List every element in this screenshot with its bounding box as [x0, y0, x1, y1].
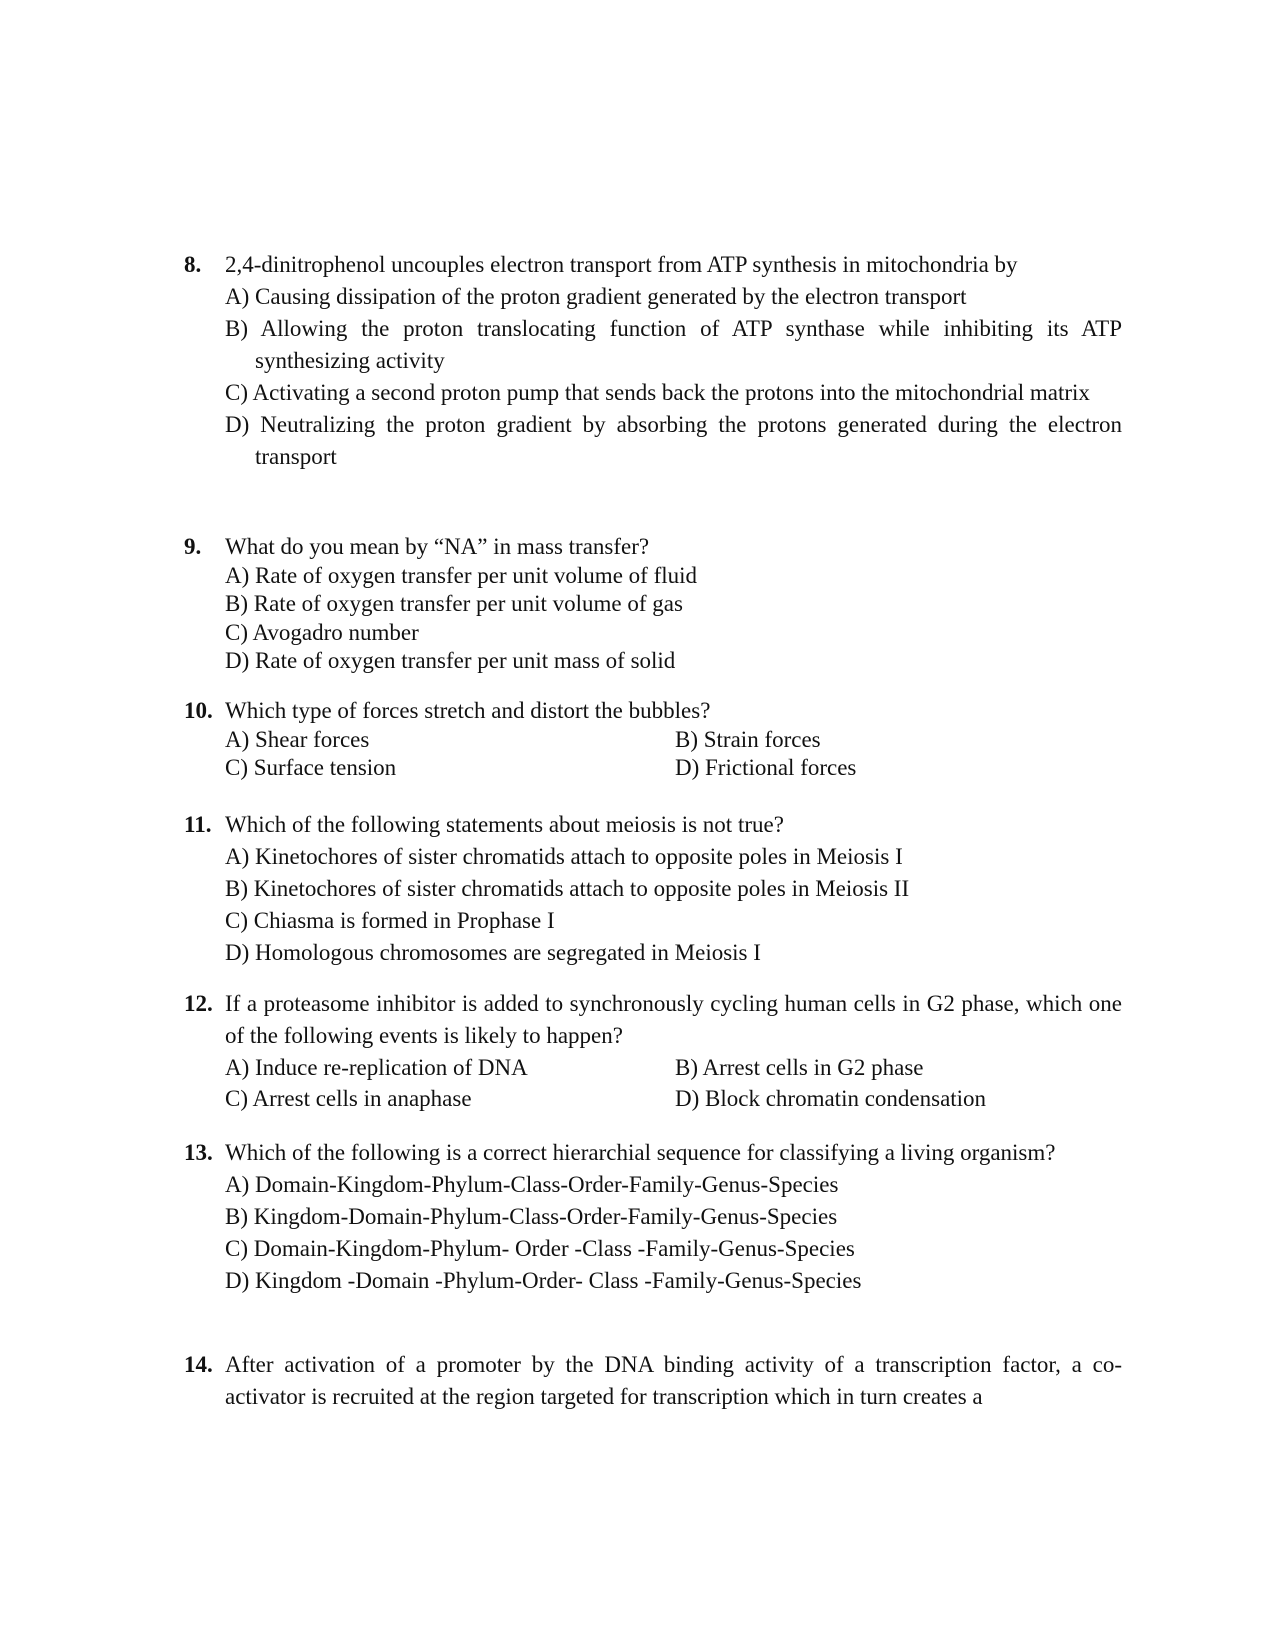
- options-grid: [225, 726, 1122, 783]
- option-d: D) Homologous chromosomes are segregated in Meiosis I: [225, 940, 761, 965]
- question-number: 11.: [184, 812, 212, 837]
- option-b: B) Strain forces: [675, 726, 821, 752]
- question-number: 14.: [184, 1352, 213, 1377]
- option-d: D) Neutralizing the proton gradient by absorbing the protons generated during the electron transport: [225, 412, 1122, 469]
- question-number: 12.: [184, 991, 213, 1016]
- option-a: A) Rate of oxygen transfer per unit volume of fluid: [225, 562, 698, 588]
- question-text: Which type of forces stretch and distort the bubbles?: [225, 698, 711, 723]
- question-11: [184, 809, 1122, 969]
- option-c: C) Activating a second proton pump that sends back the protons into the mitochondrial matrix: [225, 380, 1090, 405]
- option-d: D) Rate of oxygen transfer per unit mass of solid: [225, 648, 676, 673]
- question-12: [184, 988, 1122, 1114]
- question-text: If a proteasome inhibitor is added to synchronously cycling human cells in G2 phase, which one of the following events is likely to happen?: [225, 991, 1122, 1048]
- option-d: D) Block chromatin condensation: [675, 1086, 987, 1111]
- question-13: [184, 1137, 1122, 1297]
- option-c: C) Surface tension: [225, 755, 397, 780]
- question-number: 10.: [184, 698, 213, 723]
- option-d: D) Kingdom -Domain -Phylum-Order- Class -Family-Genus-Species: [225, 1268, 862, 1293]
- question-text: Which of the following is a correct hierarchial sequence for classifying a living organism?: [225, 1140, 1056, 1165]
- option-b: B) Rate of oxygen transfer per unit volume of gas: [225, 591, 683, 616]
- question-14: [184, 1349, 1122, 1413]
- option-a: A) Causing dissipation of the proton gradient generated by the electron transport: [225, 284, 967, 309]
- question-9: [184, 533, 1122, 676]
- option-c: C) Domain-Kingdom-Phylum- Order -Class -Family-Genus-Species: [225, 1236, 855, 1261]
- question-number: 13.: [184, 1140, 213, 1165]
- option-c: C) Arrest cells in anaphase: [225, 1086, 472, 1111]
- option-b: B) Kingdom-Domain-Phylum-Class-Order-Family-Genus-Species: [225, 1204, 838, 1229]
- question-number: 9.: [184, 534, 202, 559]
- question-10: [184, 697, 1122, 783]
- question-text: After activation of a promoter by the DNA binding activity of a transcription factor, a co-activator is recruited at the region targeted for transcription which in turn creates a: [225, 1352, 1122, 1409]
- option-a: A) Induce re-replication of DNA: [225, 1055, 528, 1080]
- option-b: B) Kinetochores of sister chromatids attach to opposite poles in Meiosis II: [225, 876, 910, 901]
- option-d: D) Frictional forces: [675, 755, 857, 780]
- option-a: A) Kinetochores of sister chromatids attach to opposite poles in Meiosis I: [225, 844, 903, 869]
- question-text: What do you mean by “NA” in mass transfer?: [225, 534, 650, 559]
- option-b: B) Arrest cells in G2 phase: [675, 1055, 924, 1080]
- question-text: 2,4-dinitrophenol uncouples electron transport from ATP synthesis in mitochondria by: [225, 252, 1018, 277]
- option-a: A) Shear forces: [225, 726, 370, 752]
- option-b: B) Allowing the proton translocating function of ATP synthase while inhibiting its ATP synthesizing activity: [225, 316, 1122, 373]
- option-a: A) Domain-Kingdom-Phylum-Class-Order-Family-Genus-Species: [225, 1172, 839, 1197]
- question-number: 8.: [184, 252, 202, 277]
- option-c: C) Avogadro number: [225, 619, 419, 645]
- option-c: C) Chiasma is formed in Prophase I: [225, 908, 555, 933]
- question-text: Which of the following statements about meiosis is not true?: [225, 812, 784, 837]
- options-grid: [225, 1052, 1122, 1114]
- question-8: [184, 249, 1122, 473]
